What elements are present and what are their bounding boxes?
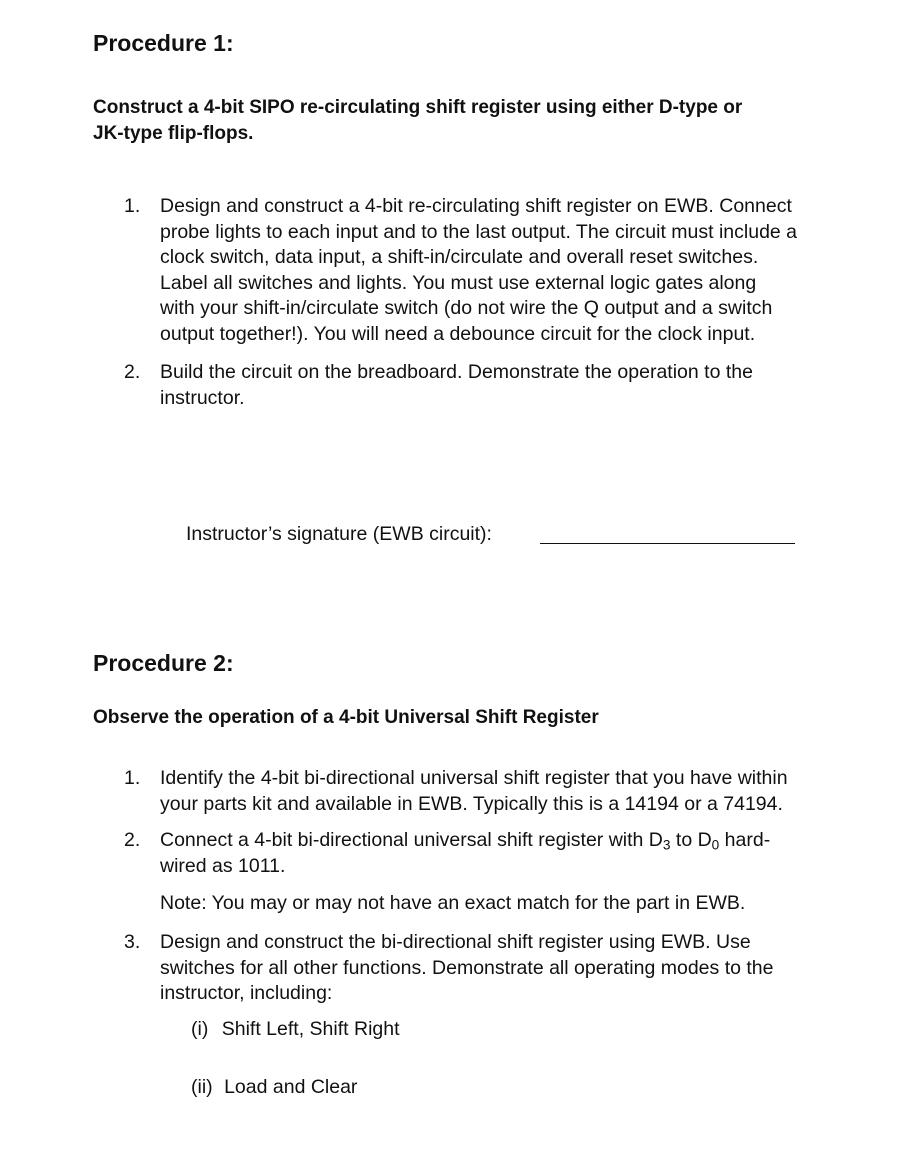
subscript: 3 xyxy=(662,837,671,853)
step-number: 3. xyxy=(124,931,141,953)
step-text-line: Identify the 4-bit bi-directional universal shift register that you have within xyxy=(160,767,788,789)
procedure1-objective xyxy=(93,95,742,147)
mode-item-2 xyxy=(191,1076,357,1099)
procedure2-objective: Observe the operation of a 4-bit Universal Shift Register xyxy=(93,707,599,728)
step-text-line: probe lights to each input and to the last output. The circuit must include a xyxy=(160,220,798,243)
step-number: 2. xyxy=(124,829,141,851)
step-number: 1. xyxy=(124,195,141,217)
mode-item-1 xyxy=(191,1018,400,1041)
step-note: Note: You may or may not have an exact match for the part in EWB. xyxy=(160,892,746,915)
procedure1-heading: Procedure 1: xyxy=(93,30,234,56)
step-text-line: Connect a 4-bit bi-directional universal shift register with $D_3$ to $D_0$ hard- xyxy=(160,829,771,853)
step-text-line: Build the circuit on the breadboard. Demonstrate the operation to the xyxy=(160,361,753,383)
mode-text: Load and Clear xyxy=(224,1076,358,1098)
step-text-line: Design and construct the bi-directional shift register using EWB. Use xyxy=(160,931,751,953)
procedure2-heading: Procedure 2: xyxy=(93,650,234,676)
procedure1-objective-line1: Construct a 4-bit SIPO re-circulating shift register using either D-type or xyxy=(93,97,743,118)
step-text-line: clock switch, data input, a shift-in/circulate and overall reset switches. xyxy=(160,246,759,269)
step-text-line: Label all switches and lights. You must use external logic gates along xyxy=(160,271,757,294)
signature-label: Instructor’s signature (EWB circuit): xyxy=(186,523,492,545)
step-text-line: Design and construct a 4-bit re-circulating shift register on EWB. Connect xyxy=(160,195,792,217)
step-text-line: switches for all other functions. Demonstrate all operating modes to the xyxy=(160,956,774,979)
subscript: 0 xyxy=(711,837,720,853)
mode-label: (ii) xyxy=(191,1076,213,1098)
step-text-line: with your shift-in/circulate switch (do not wire the Q output and a switch xyxy=(160,297,773,320)
mode-text: Shift Left, Shift Right xyxy=(221,1018,400,1040)
step-text-line: instructor, including: xyxy=(160,982,333,1005)
procedure1-objective-line2: JK-type flip-flops. xyxy=(93,123,254,144)
step-number: 2. xyxy=(124,361,141,383)
mode-label: (i) xyxy=(191,1018,209,1040)
step-text-line: wired as 1011. xyxy=(160,854,286,877)
signature-line[interactable] xyxy=(540,543,795,544)
step-text-line: output together!). You will need a debounce circuit for the clock input. xyxy=(160,322,756,345)
step-text-line: your parts kit and available in EWB. Typically this is a 14194 or a 74194. xyxy=(160,792,783,815)
step-number: 1. xyxy=(124,767,141,789)
step-text-line: instructor. xyxy=(160,386,245,409)
